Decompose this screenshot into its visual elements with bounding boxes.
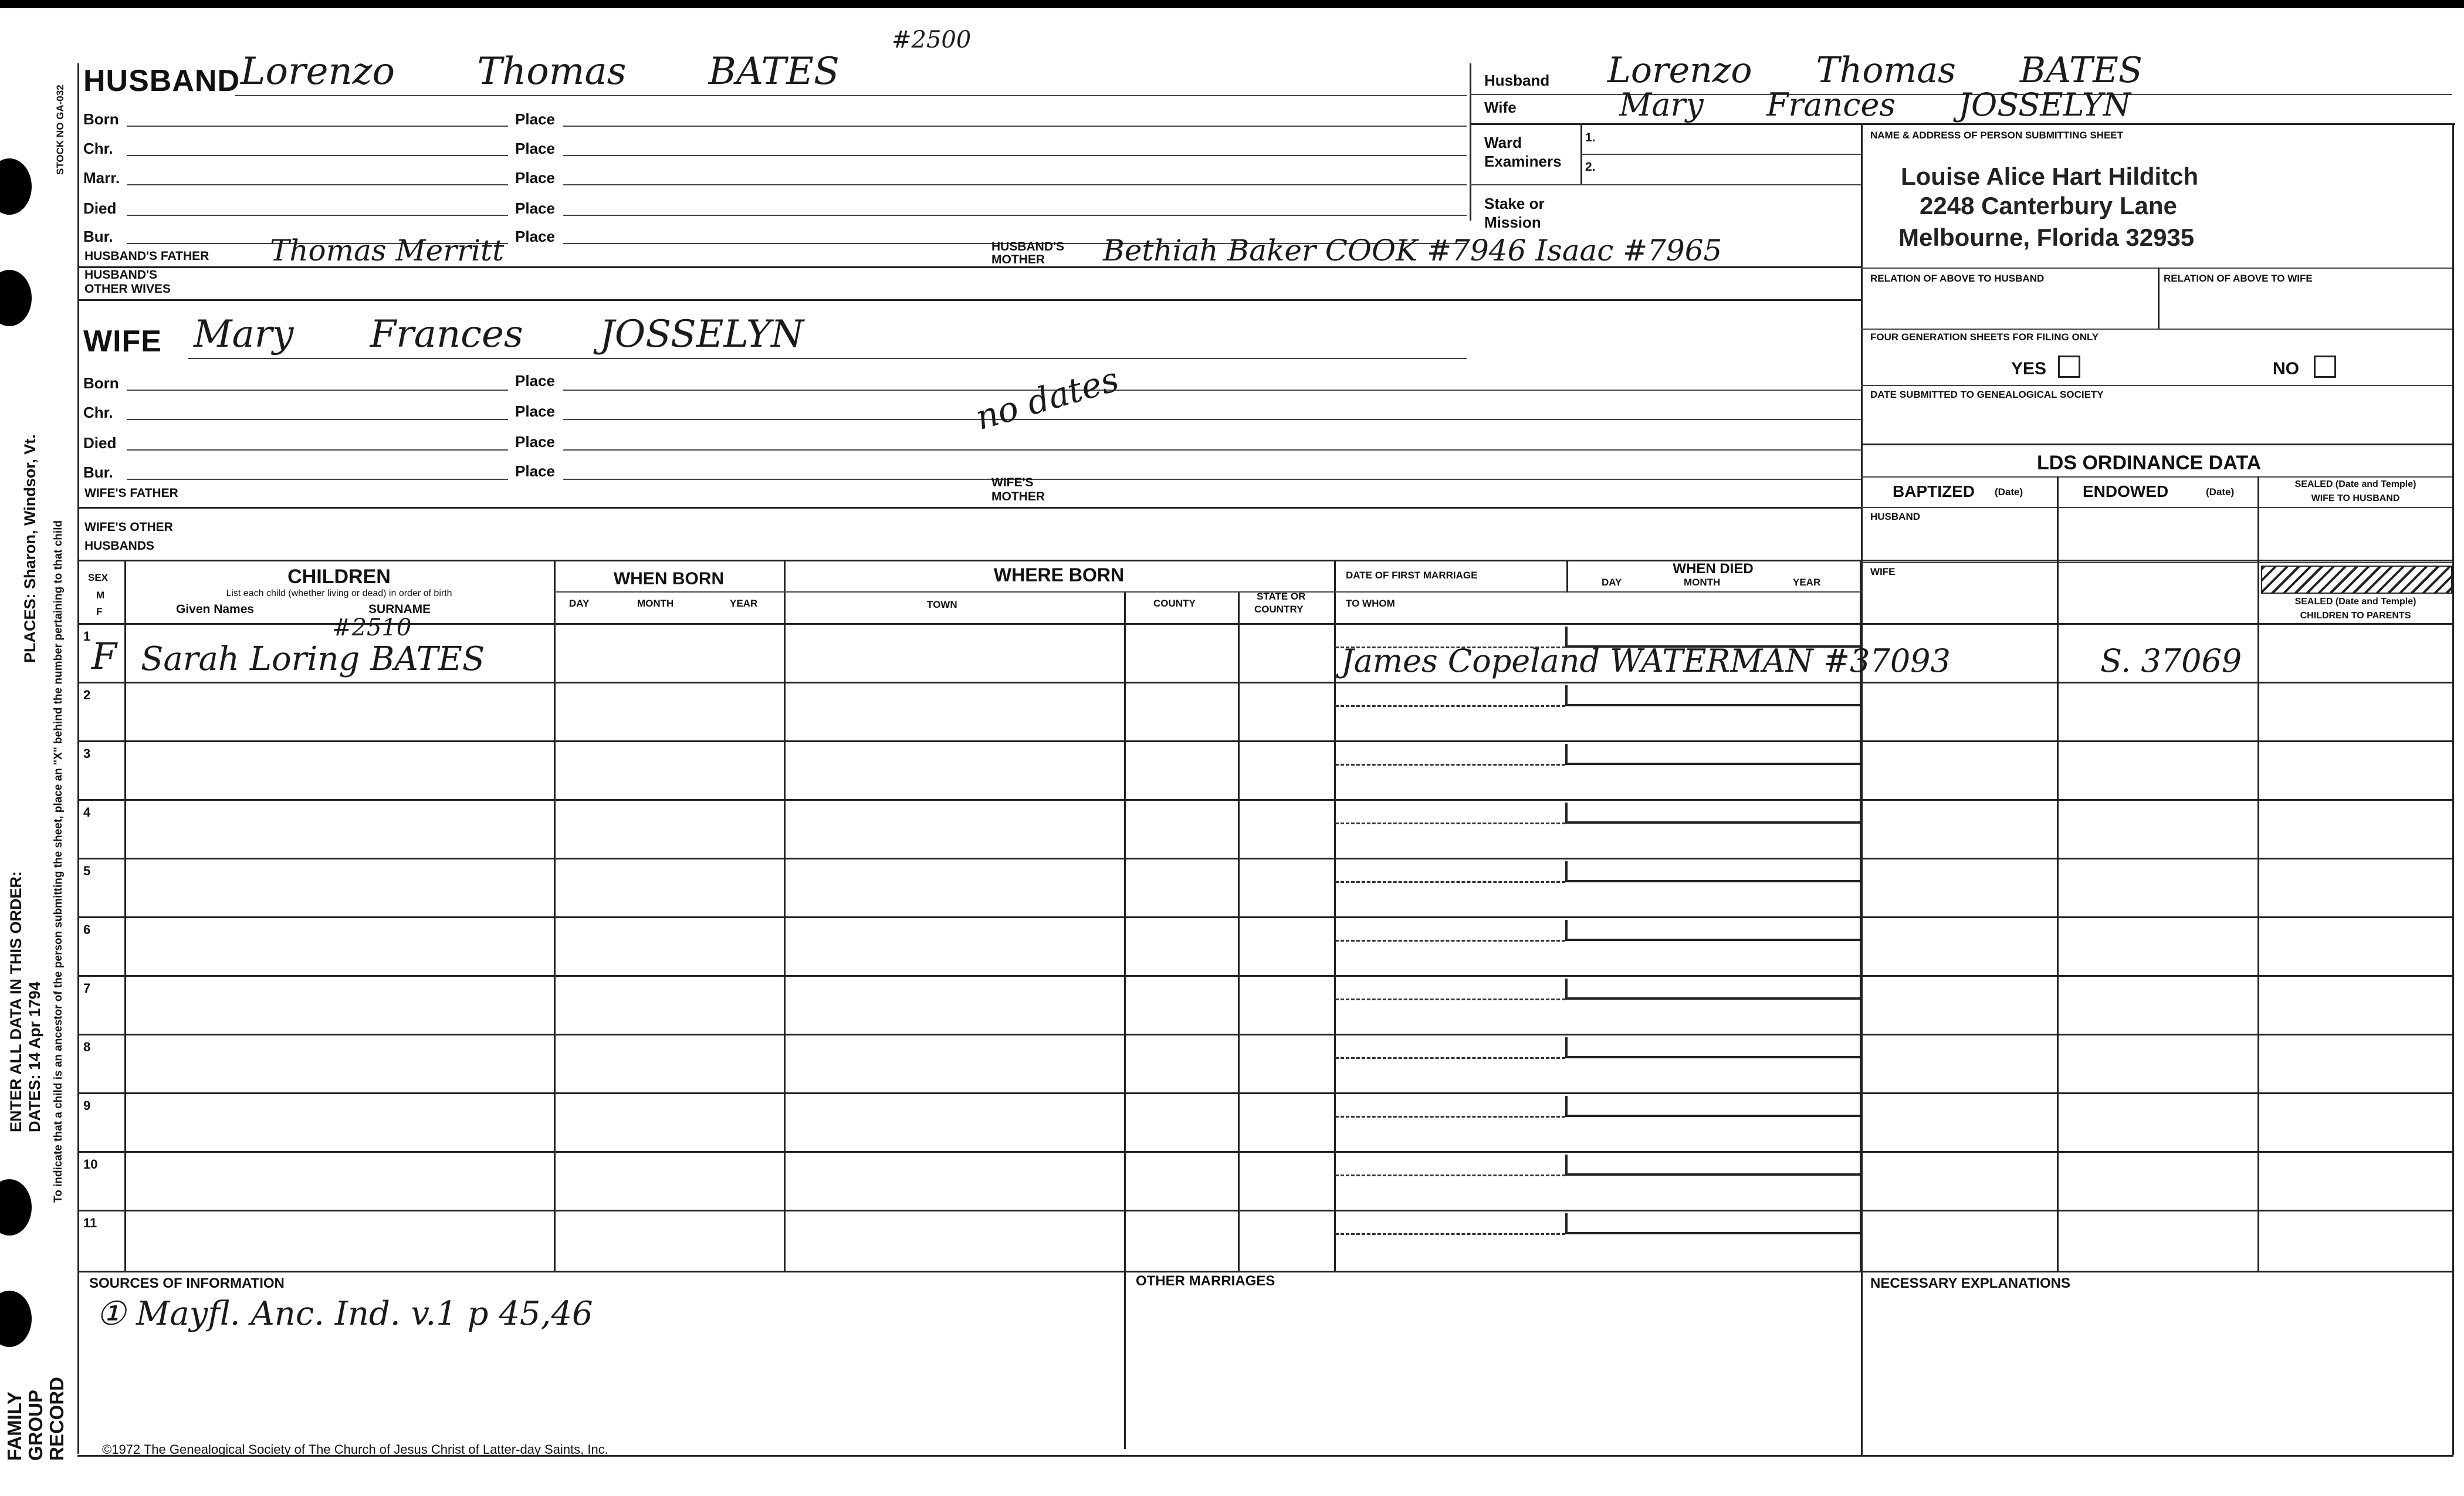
sealed-children-label-1: SEALED (Date and Temple)	[2294, 597, 2416, 607]
state-label-2: COUNTRY	[1254, 604, 1304, 615]
sealed-wife-label-2: WIFE TO HUSBAND	[2311, 493, 2400, 503]
sealed-children-label-2: CHILDREN TO PARENTS	[2300, 611, 2411, 621]
child-row-line	[77, 1151, 2453, 1153]
children-title: CHILDREN	[287, 566, 391, 588]
field-line	[1580, 154, 1861, 155]
explanations-label: NECESSARY EXPLANATIONS	[1870, 1275, 2070, 1291]
husband-mother-label-2: MOTHER	[991, 253, 1045, 266]
field-line	[563, 479, 1861, 480]
baptized-date-label: (Date)	[1995, 486, 2023, 497]
died-month-label: MONTH	[1684, 577, 1721, 588]
wife-name: Mary Frances JOSSELYN	[194, 313, 804, 356]
binder-hole	[0, 1291, 32, 1347]
other-husbands-label-1: WIFE'S OTHER	[84, 520, 173, 534]
child-1-sex: F	[92, 635, 117, 678]
death-date-field	[1565, 803, 1860, 824]
field-line	[127, 126, 508, 127]
child-row-number: 5	[83, 864, 91, 878]
field-line	[563, 184, 1467, 185]
husband-father: Thomas Merritt	[270, 233, 505, 268]
place-label: Place	[515, 372, 555, 390]
child-row-line	[77, 975, 2453, 977]
child-row-number: 6	[83, 922, 91, 937]
summary-wife: Mary Frances JOSSELYN	[1619, 86, 2131, 123]
ward-label-2: Examiners	[1484, 153, 1562, 170]
field-line	[563, 215, 1467, 216]
endowed-date-label: (Date)	[2206, 486, 2235, 497]
born-label: Born	[83, 110, 119, 128]
death-date-field	[1565, 861, 1860, 882]
submitter-street: 2248 Canterbury Lane	[1920, 192, 2177, 219]
where-born-label: WHERE BORN	[993, 564, 1125, 585]
field-line	[1470, 184, 1861, 185]
summary-husband: Lorenzo Thomas BATES	[1607, 50, 2143, 91]
field-line	[127, 390, 508, 391]
enter-order-note: ENTER ALL DATA IN THIS ORDER:	[7, 871, 25, 1132]
other-wives-label-1: HUSBAND'S	[84, 268, 158, 282]
record-title-3: RECORD	[46, 1376, 67, 1461]
field-line	[127, 215, 508, 216]
section-line	[77, 560, 2453, 561]
field-line	[563, 390, 1861, 391]
death-date-field	[1565, 979, 1860, 1000]
field-line	[1861, 268, 2452, 269]
place-label: Place	[515, 140, 555, 157]
field-line	[1861, 507, 2452, 508]
death-date-field	[1565, 920, 1860, 941]
hatched-area	[2261, 566, 2452, 594]
field-line	[1861, 444, 2452, 445]
dates-note: DATES: 14 Apr 1794	[26, 981, 43, 1132]
marriage-date-line	[1335, 999, 1565, 1000]
county-label: COUNTY	[1153, 598, 1196, 609]
relation-husband-label: RELATION OF ABOVE TO HUSBAND	[1870, 273, 2045, 284]
place-label: Place	[515, 433, 555, 451]
col-divider	[1861, 1271, 1863, 1455]
child-row-line	[77, 1034, 2453, 1035]
four-gen-label: FOUR GENERATION SHEETS FOR FILING ONLY	[1870, 331, 2099, 343]
record-title-2: GROUP	[25, 1389, 46, 1461]
died-label: Died	[83, 434, 117, 452]
child-row-number: 7	[83, 981, 91, 996]
husband-number: #2500	[892, 26, 972, 53]
col-divider	[784, 560, 786, 1271]
child-row-line	[77, 858, 2453, 859]
summary-husband-label: Husband	[1484, 72, 1550, 89]
town-label: TOWN	[927, 599, 957, 610]
yes-label: YES	[2011, 359, 2047, 378]
header-line	[77, 623, 2453, 625]
child-row-number: 8	[83, 1040, 91, 1054]
section-line	[77, 1271, 2453, 1272]
death-date-field	[1565, 1213, 1860, 1234]
field-line	[1861, 329, 2452, 330]
husband-mother-label-1: HUSBAND'S	[991, 240, 1065, 253]
stake-label-2: Mission	[1484, 214, 1541, 231]
when-born-label: WHEN BORN	[613, 569, 725, 588]
field-line	[127, 419, 508, 420]
sources-text: ① Mayfl. Anc. Ind. v.1 p 45,46	[96, 1295, 593, 1333]
state-label-1: STATE OR	[1257, 591, 1306, 602]
first-marriage-label: DATE OF FIRST MARRIAGE	[1346, 570, 1478, 581]
col-divider	[124, 560, 126, 1271]
marriage-date-line	[1335, 881, 1565, 883]
lds-title: LDS ORDINANCE DATA	[2037, 452, 2262, 474]
child-1-name: Sarah Loring BATES	[141, 640, 485, 678]
child-row-line	[77, 740, 2453, 742]
field-line	[1861, 562, 2452, 563]
other-marriages-label: OTHER MARRIAGES	[1136, 1273, 1275, 1289]
sex-f-label: F	[96, 606, 103, 617]
death-date-field	[1565, 744, 1860, 765]
places-note: PLACES: Sharon, Windsor, Vt.	[21, 434, 39, 663]
bur-label: Bur.	[83, 463, 113, 481]
sex-m-label: M	[96, 590, 105, 601]
col-divider	[1334, 560, 1336, 1271]
summary-left-line	[1470, 63, 1471, 221]
bottom-line	[77, 1455, 2453, 1457]
to-whom-label: TO WHOM	[1346, 598, 1395, 609]
left-frame-line	[77, 63, 79, 1454]
marriage-date-line	[1335, 1175, 1565, 1176]
baptized-label: BAPTIZED	[1893, 482, 1975, 500]
child-row-number: 2	[83, 688, 91, 702]
surname-label: SURNAME	[368, 603, 431, 616]
field-line	[127, 479, 508, 480]
given-names-label: Given Names	[176, 603, 255, 616]
husband-name: Lorenzo Thomas BATES	[241, 50, 840, 93]
other-wives-label-2: OTHER WIVES	[84, 282, 171, 296]
yes-checkbox[interactable]	[2058, 356, 2080, 378]
stake-label-1: Stake or	[1484, 195, 1545, 212]
field-line	[563, 155, 1467, 156]
marr-label: Marr.	[83, 169, 120, 187]
section-line	[77, 266, 1861, 268]
wife-father-label: WIFE'S FATHER	[84, 486, 178, 500]
wife-mother-label-2: MOTHER	[991, 490, 1045, 503]
death-date-field	[1565, 1155, 1860, 1176]
field-line	[563, 449, 1861, 451]
month-label: MONTH	[637, 598, 674, 609]
child-row-number: 1	[83, 629, 91, 644]
record-title-1: FAMILY	[4, 1392, 25, 1461]
child-row-line	[77, 1092, 2453, 1094]
child-row-line	[77, 682, 2453, 683]
child-row-number: 10	[83, 1157, 98, 1172]
no-dates-note: no dates	[971, 358, 1123, 438]
husband-name-line	[235, 95, 1467, 96]
right-frame-line	[2452, 123, 2454, 1455]
year-label: YEAR	[730, 598, 758, 609]
no-label: NO	[2273, 359, 2299, 378]
child-row-number: 11	[83, 1216, 97, 1230]
relation-wife-label: RELATION OF ABOVE TO WIFE	[2164, 273, 2313, 284]
ancestor-note: To indicate that a child is an ancestor of the person submitting the sheet, place an "X" behind the number pertaining to that child	[52, 520, 65, 1203]
top-border	[0, 0, 2464, 8]
bur-label: Bur.	[83, 228, 113, 245]
field-divider	[2158, 268, 2160, 329]
marriage-date-line	[1335, 1057, 1565, 1059]
field-line	[127, 449, 508, 451]
born-label: Born	[83, 374, 119, 392]
copyright: ©1972 The Genealogical Society of The Church of Jesus Christ of Latter-day Saints, Inc.	[102, 1442, 608, 1457]
wife-name-line	[188, 358, 1467, 359]
wife-label: WIFE	[83, 324, 162, 358]
day-label: DAY	[569, 598, 590, 609]
child-row-number: 3	[83, 746, 91, 761]
submitter-name: Louise Alice Hart Hilditch	[1901, 163, 2199, 190]
husband-mother: Bethiah Baker COOK #7946 Isaac #7965	[1103, 233, 1722, 268]
place-label: Place	[515, 228, 555, 245]
marriage-date-line	[1335, 1233, 1565, 1235]
ward-label-1: Ward	[1484, 134, 1522, 151]
when-died-label: WHEN DIED	[1673, 561, 1754, 577]
place-label: Place	[515, 402, 555, 420]
place-label: Place	[515, 169, 555, 187]
col-divider	[1124, 593, 1126, 1449]
other-husbands-label-2: HUSBANDS	[84, 539, 155, 553]
no-checkbox[interactable]	[2314, 356, 2336, 378]
submitter-city: Melbourne, Florida 32935	[1898, 224, 2195, 251]
binder-hole	[0, 1179, 32, 1236]
field-line	[127, 184, 508, 185]
sources-label: SOURCES OF INFORMATION	[89, 1275, 285, 1291]
marriage-date-line	[1335, 1116, 1565, 1118]
marriage-date-line	[1335, 764, 1565, 766]
death-date-field	[1565, 685, 1860, 706]
husband-father-label: HUSBAND'S FATHER	[84, 249, 209, 263]
child-1-spouse: James Copeland WATERMAN #37093	[1341, 642, 1951, 679]
wife-mother-label-1: WIFE'S	[991, 476, 1034, 489]
section-line	[77, 507, 1861, 509]
summary-bottom-line	[1470, 123, 2455, 125]
children-instructions: List each child (whether living or dead) in order of birth	[226, 588, 452, 598]
binder-hole	[0, 270, 32, 326]
stock-number: STOCK NO GA-032	[55, 84, 66, 175]
date-submitted-label: DATE SUBMITTED TO GENEALOGICAL SOCIETY	[1870, 389, 2104, 400]
field-line	[563, 126, 1467, 127]
died-label: Died	[83, 199, 117, 217]
died-day-label: DAY	[1602, 577, 1622, 588]
chr-label: Chr.	[83, 140, 113, 157]
died-year-label: YEAR	[1793, 577, 1821, 588]
chr-label: Chr.	[83, 404, 113, 421]
marriage-date-line	[1335, 940, 1565, 942]
child-row-line	[77, 916, 2453, 918]
lds-husband-label: HUSBAND	[1870, 511, 1920, 522]
field-line	[563, 419, 1861, 420]
marriage-date-line	[1335, 823, 1565, 824]
husband-label: HUSBAND	[83, 64, 240, 98]
col-divider	[1238, 593, 1240, 1271]
lds-wife-label: WIFE	[1870, 566, 1896, 577]
child-row-line	[77, 799, 2453, 801]
child-row-number: 9	[83, 1098, 91, 1113]
ward-num-1: 1.	[1585, 131, 1596, 144]
death-date-field	[1565, 1037, 1860, 1058]
ward-num-2: 2.	[1585, 160, 1596, 174]
place-label: Place	[515, 110, 555, 128]
sealed-wife-label-1: SEALED (Date and Temple)	[2294, 479, 2416, 489]
child-row-line	[77, 1210, 2453, 1211]
section-line	[77, 299, 1861, 301]
marriage-date-line	[1335, 705, 1565, 707]
child-1-sealed: S. 37069	[2100, 642, 2242, 679]
binder-hole	[0, 158, 32, 215]
header-line	[554, 591, 1861, 593]
death-date-field	[1565, 1096, 1860, 1117]
col-divider	[554, 560, 556, 1271]
child-1-number: #2510	[332, 614, 412, 641]
sex-label: SEX	[88, 572, 109, 583]
place-label: Place	[515, 462, 555, 480]
field-line	[1861, 476, 2452, 478]
submitter-label: NAME & ADDRESS OF PERSON SUBMITTING SHEET	[1870, 130, 2124, 141]
child-row-number: 4	[83, 805, 91, 820]
summary-wife-label: Wife	[1484, 99, 1517, 116]
field-line	[127, 155, 508, 156]
place-label: Place	[515, 199, 555, 217]
field-line	[1861, 385, 2452, 386]
endowed-label: ENDOWED	[2083, 482, 2169, 500]
